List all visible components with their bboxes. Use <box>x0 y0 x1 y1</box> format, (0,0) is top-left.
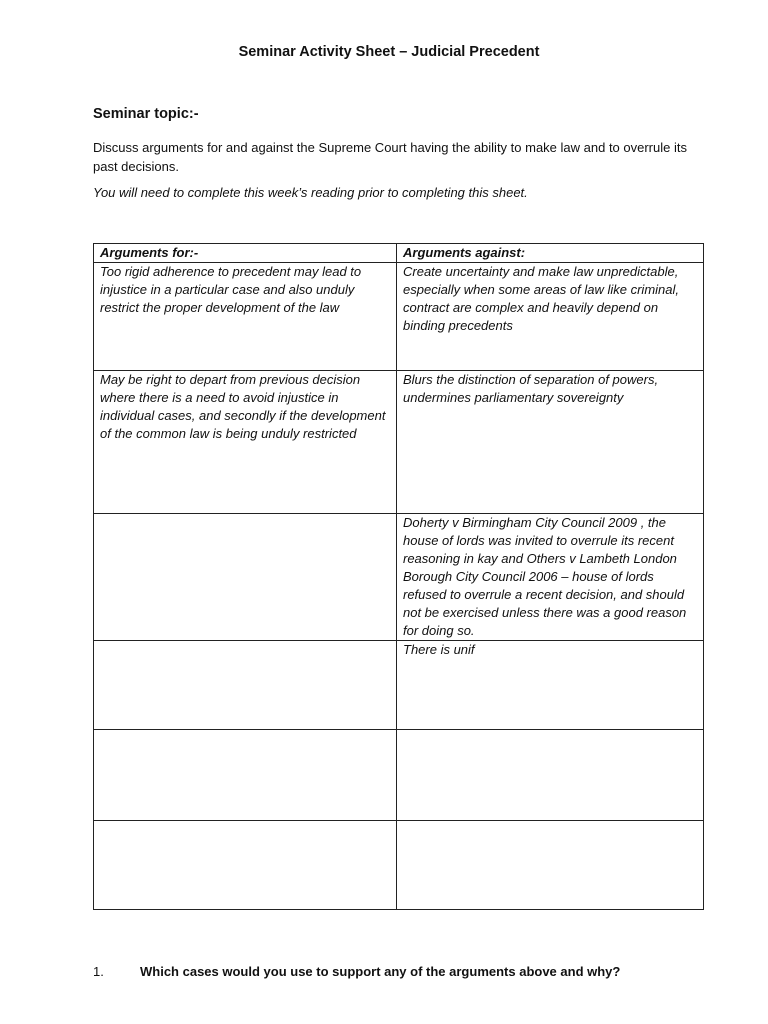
table-row <box>94 641 704 730</box>
document-title: Seminar Activity Sheet – Judicial Precedent <box>238 44 540 60</box>
table-row <box>94 821 704 910</box>
table-row <box>94 730 704 821</box>
arguments-table <box>93 243 704 910</box>
argument-for-cell[interactable] <box>94 514 397 641</box>
argument-for-cell[interactable] <box>94 821 397 910</box>
argument-for-cell[interactable] <box>94 641 397 730</box>
argument-against-cell[interactable] <box>397 821 704 910</box>
table-row <box>94 371 704 514</box>
header-arguments-against: Arguments against: <box>397 244 704 263</box>
argument-for-cell[interactable]: Too rigid adherence to precedent may lead to injustice in a particular case and also unduly restrict the proper development of the law <box>94 263 397 371</box>
reading-note: You will need to complete this week’s reading prior to completing this sheet. <box>93 185 528 200</box>
header-arguments-for: Arguments for:- <box>94 244 397 263</box>
argument-against-cell[interactable]: Create uncertainty and make law unpredictable, especially when some areas of law like criminal, contract are complex and heavily depend on binding precedents <box>397 263 704 371</box>
seminar-topic-heading: Seminar topic:- <box>93 106 199 122</box>
question-1 <box>93 964 713 979</box>
argument-for-cell[interactable]: May be right to depart from previous decision where there is a need to avoid injustice in individual cases, and secondly if the development of the common law is being unduly restricted <box>94 371 397 514</box>
table-header-row <box>94 244 704 263</box>
argument-against-cell[interactable]: There is unif <box>397 641 704 730</box>
argument-against-cell[interactable] <box>397 730 704 821</box>
question-text: Which cases would you use to support any of the arguments above and why? <box>140 964 621 979</box>
table-row <box>94 514 704 641</box>
seminar-topic-text: Discuss arguments for and against the Supreme Court having the ability to make law and to overrule its past decisions. <box>93 140 687 174</box>
argument-against-cell[interactable]: Blurs the distinction of separation of powers, undermines parliamentary sovereignty <box>397 371 704 514</box>
question-number: 1. <box>93 964 104 979</box>
table-row <box>94 263 704 371</box>
argument-against-cell[interactable]: Doherty v Birmingham City Council 2009 , the house of lords was invited to overrule its recent reasoning in kay and Others v Lambeth London Borough City Council 2006 – house of lords refused to overrule a recent decision, and should not be exercised unless there was a good reason for doing so. <box>397 514 704 641</box>
argument-for-cell[interactable] <box>94 730 397 821</box>
